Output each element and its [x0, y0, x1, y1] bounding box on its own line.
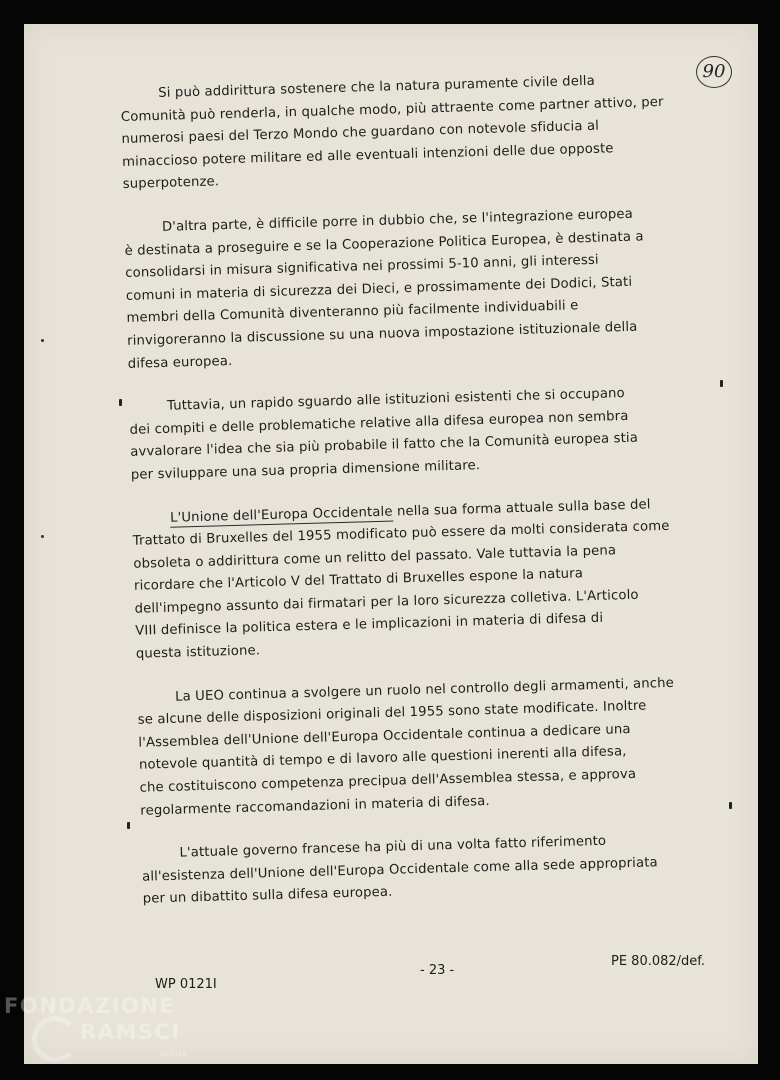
text-line: l'Assemblea dell'Unione dell'Europa Occidentale continua a dedicare una — [138, 721, 631, 751]
scan-mark — [127, 822, 130, 829]
text-line: Tuttavia, un rapido sguardo alle istituzioni esistenti che si occupano — [166, 386, 626, 414]
text-line: dei compiti e delle problematiche relative alla difesa europea non sembra — [129, 408, 629, 438]
paragraph-6 — [141, 828, 723, 912]
underlined-title: L'Unione dell'Europa Occidentale — [169, 504, 393, 526]
paragraph-2 — [124, 202, 708, 376]
text-line: ricordare che l'Articolo V del Trattato di Bruxelles espone la natura — [133, 566, 584, 595]
watermark-line-3: onlus — [160, 1048, 187, 1059]
text-line: L'attuale governo francese ha più di una volta fatto riferimento — [179, 833, 607, 861]
scan-speck — [41, 535, 44, 538]
scan-mark — [720, 380, 723, 387]
watermark-logo — [4, 994, 204, 1074]
footer-page-number: - 23 - — [420, 963, 455, 978]
paragraph-1 — [120, 68, 703, 197]
text-line: questa istituzione. — [135, 643, 261, 662]
text-line: membri della Comunità diventeranno più facilmente individuabili e — [126, 298, 579, 327]
handwritten-page-number: 90 — [696, 56, 732, 88]
text-fragment: nella sua forma attuale sulla base del — [392, 496, 651, 520]
text-line: Trattato di Bruxelles del 1955 modificato può essere da molti considerata come — [132, 518, 670, 549]
watermark-line-2: RAMSCI — [80, 1020, 181, 1044]
document-body — [120, 68, 723, 933]
text-line: minaccioso potere militare ed alle eventuali intenzioni delle due opposte — [121, 141, 614, 170]
text-line: obsoleta o addirittura come un relitto del passato. Vale tuttavia la pena — [133, 543, 617, 572]
scan-mark — [119, 399, 122, 406]
paragraph-4 — [132, 492, 716, 666]
text-line: che costituiscono competenza precipua dell'Assemblea stessa, e approva — [139, 766, 637, 796]
text-line: per un dibattito sulla difesa europea. — [142, 885, 393, 908]
text-line: Si può addirittura sostenere che la natura puramente civile della — [158, 73, 596, 101]
scan-speck — [41, 339, 44, 342]
footer-reference: PE 80.082/def. — [611, 954, 706, 969]
watermark-line-1: FONDAZIONE — [4, 994, 176, 1018]
text-line: avvalorare l'idea che sia più probabile il fatto che la Comunità europea stia — [130, 430, 639, 461]
text-line: superpotenze. — [122, 174, 220, 193]
text-line: per sviluppare una sua propria dimensione militare. — [130, 458, 481, 483]
text-line: numerosi paesi del Terzo Mondo che guardano con notevole sfiducia al — [121, 118, 600, 148]
footer-wp-code: WP 0121I — [155, 977, 217, 992]
text-line: se alcune delle disposizioni originali del 1955 sono state modificate. Inoltre — [137, 698, 647, 728]
text-line: è destinata a proseguire e se la Cooperazione Politica Europea, è destinata a — [124, 229, 644, 259]
text-line: Comunità può renderla, in qualche modo, più attraente come partner attivo, per — [120, 94, 664, 125]
scan-mark — [729, 802, 732, 809]
text-line: difesa europea. — [127, 353, 233, 372]
text-line: VIII definisce la politica estera e le implicazioni in materia di difesa di — [135, 611, 604, 640]
text-line: comuni in materia di sicurezza dei Dieci, e prossimamente dei Dodici, Stati — [125, 274, 633, 304]
watermark-g-icon — [32, 1016, 78, 1062]
text-line: D'altra parte, è difficile porre in dubbio che, se l'integrazione europea — [161, 206, 634, 235]
text-line: rinvigoreranno la discussione su una nuova impostazione istituzionale della — [126, 319, 638, 349]
paragraph-3 — [129, 381, 711, 488]
text-line: all'esistenza dell'Unione dell'Europa Occidentale come alla sede appropriata — [141, 855, 659, 885]
text-line: regolarmente raccomandazioni in materia di difesa. — [140, 793, 490, 819]
text-line: dell'impegno assunto dai firmatari per la loro sicurezza colletiva. L'Articolo — [134, 587, 639, 617]
text-line: notevole quantità di tempo e di lavoro alle questioni inerenti alla difesa, — [138, 744, 627, 774]
document-page — [24, 24, 758, 1064]
text-line: consolidarsi in misura significativa nei prossimi 5-10 anni, gli interessi — [125, 252, 599, 282]
paragraph-5 — [137, 671, 721, 823]
text-line: La UEO continua a svolgere un ruolo nel controllo degli armamenti, anche — [174, 675, 675, 705]
